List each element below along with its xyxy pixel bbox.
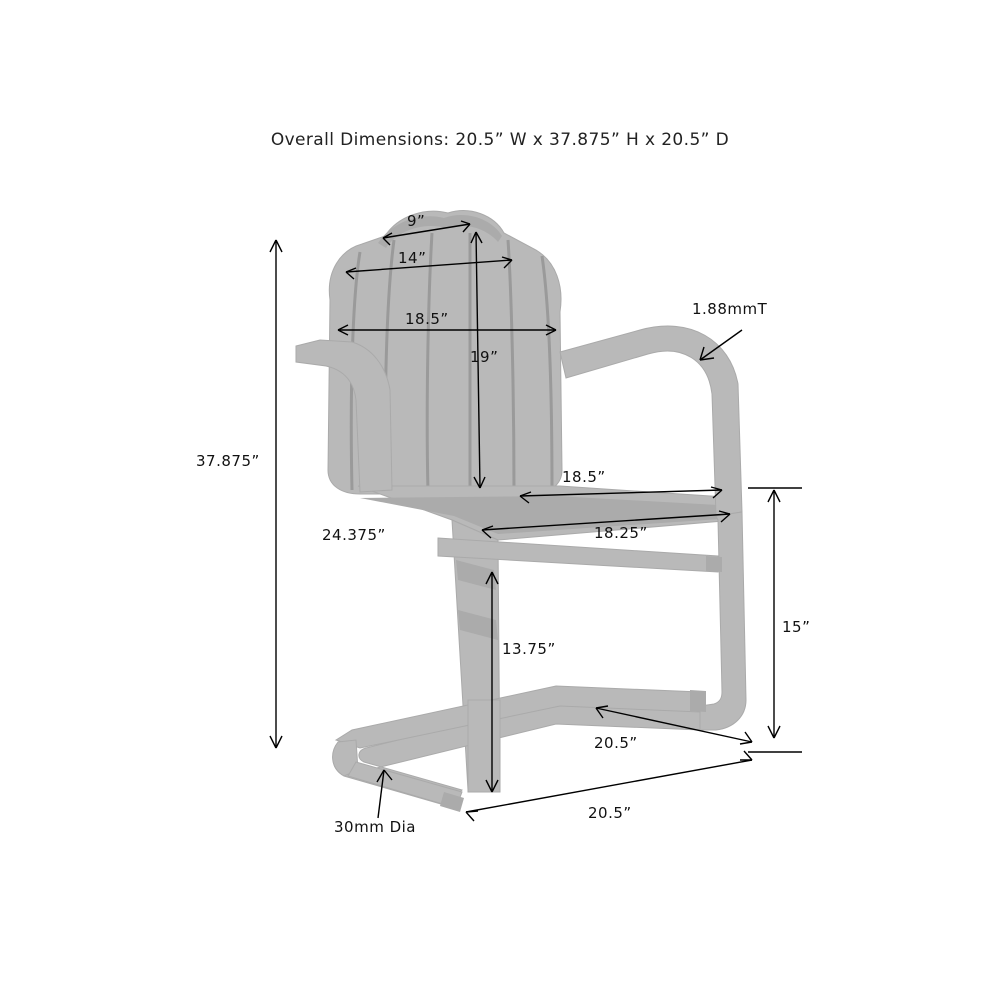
dim-back-to-seat-height: 24.375” xyxy=(322,526,386,544)
dim-seat-depth: 18.5” xyxy=(562,468,606,486)
dim-back-upper-width: 14” xyxy=(398,249,427,267)
dim-seat-height: 15” xyxy=(782,618,811,636)
dim-base-depth: 20.5” xyxy=(594,734,638,752)
chair-illustration xyxy=(296,211,746,812)
dim-seat-width: 18.25” xyxy=(594,524,648,542)
dim-back-top-width: 9” xyxy=(407,212,426,230)
page-title: Overall Dimensions: 20.5” W x 37.875” H x 20.5” D xyxy=(270,130,730,150)
dim-tube-diameter: 30mm Dia xyxy=(334,818,416,836)
dim-base-width: 20.5” xyxy=(588,804,632,822)
dim-back-height: 19” xyxy=(470,348,499,366)
dim-back-mid-width: 18.5” xyxy=(405,310,449,328)
dim-frame-height: 13.75” xyxy=(502,640,556,658)
dim-tube-thickness: 1.88mmT xyxy=(692,300,768,318)
dim-overall-height: 37.875” xyxy=(196,452,260,470)
